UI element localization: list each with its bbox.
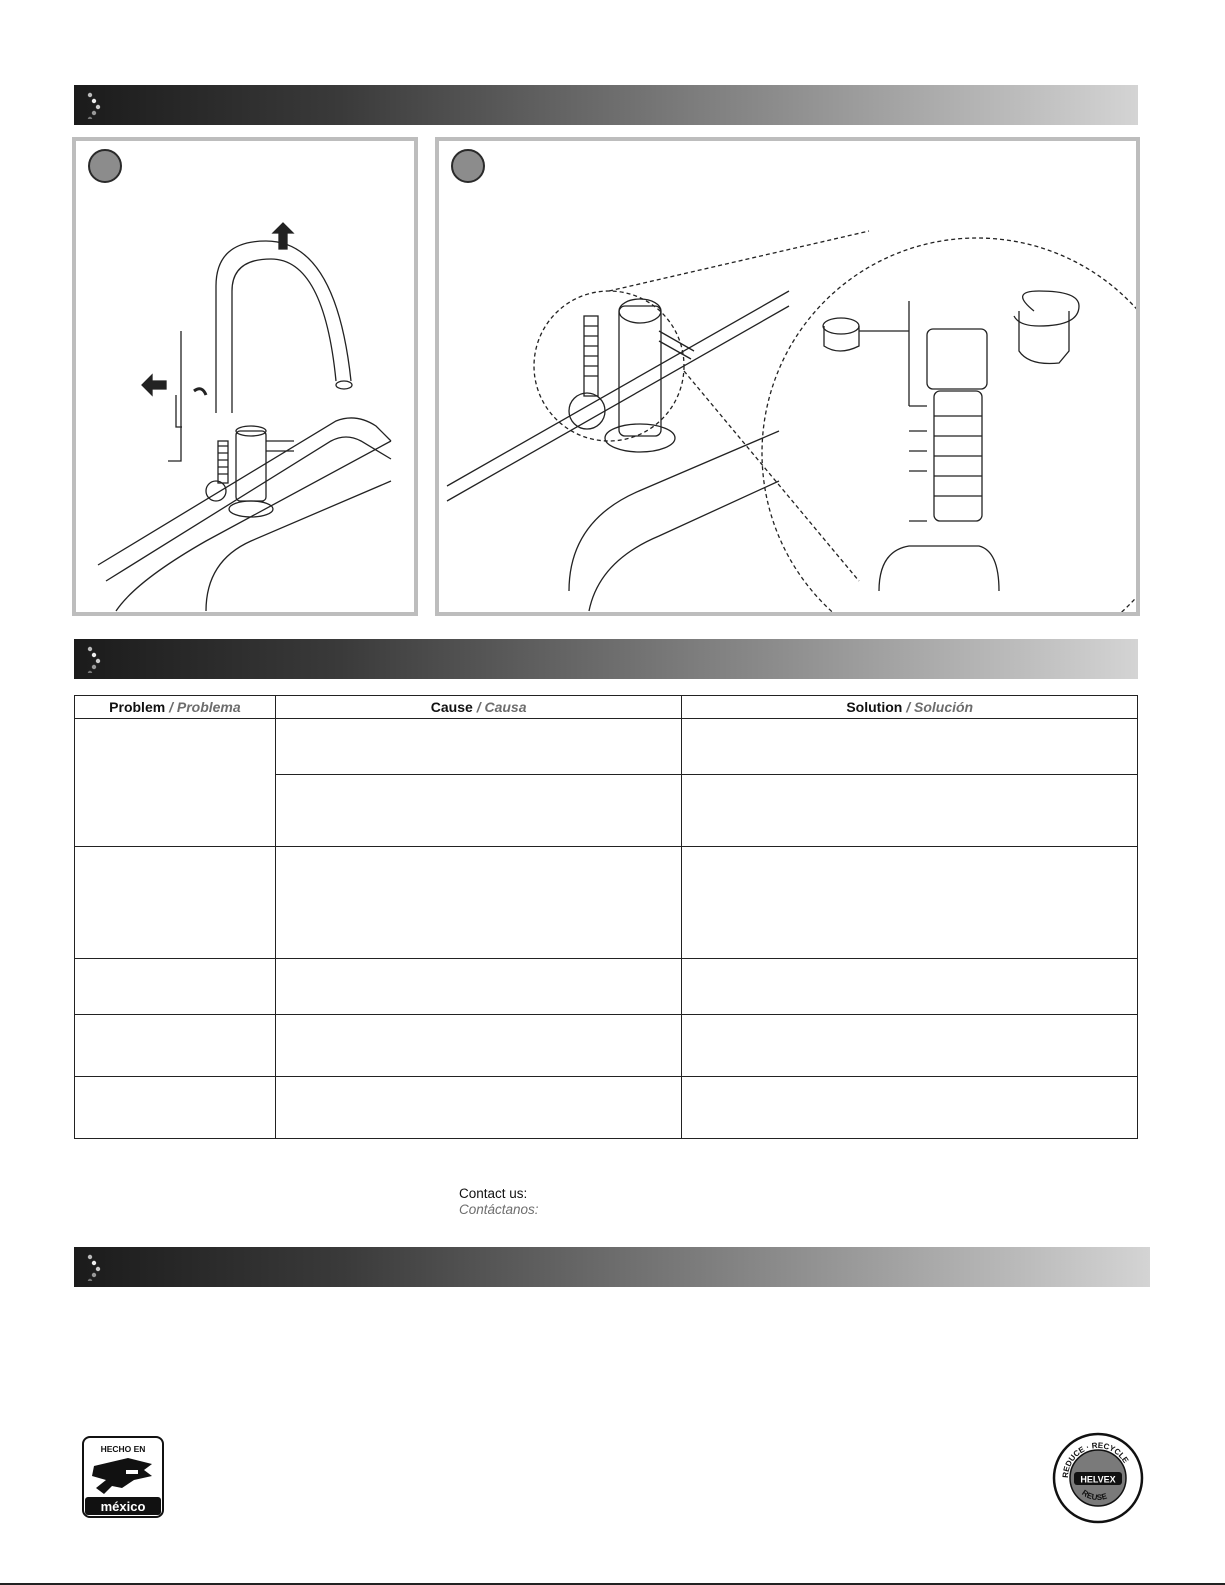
svg-text:HELVEX: HELVEX: [1080, 1474, 1116, 1485]
made-in-mexico-logo: [82, 1436, 164, 1523]
recycle-seal-icon: [1052, 1432, 1144, 1524]
table-row: [75, 959, 1138, 1015]
contact-label-es: Contáctanos:: [459, 1202, 539, 1217]
table-cell: [682, 959, 1138, 1015]
table-cell: [75, 719, 276, 847]
step-2-panel: [435, 137, 1140, 616]
svg-text:REDUCE · RECYCLE: REDUCE · RECYCLE: [1060, 1440, 1131, 1479]
table-cell: [75, 959, 276, 1015]
table-cell: [682, 775, 1138, 847]
svg-text:REUSE: REUSE: [1080, 1488, 1109, 1503]
table-cell: [275, 719, 682, 775]
table-cell: [275, 775, 682, 847]
contact-label: Contact us:: [459, 1186, 528, 1201]
svg-text:HECHO EN: HECHO EN: [100, 1444, 146, 1454]
troubleshooting-table: [74, 695, 1138, 1139]
cartridge-detail-illustration: [439, 141, 1136, 612]
step-marker-icon: [88, 149, 122, 183]
table-row: [75, 719, 1138, 775]
section-bullet-icon: [84, 1253, 104, 1281]
table-cell: [275, 959, 682, 1015]
table-cell: [682, 1015, 1138, 1077]
table-cell: [682, 1077, 1138, 1139]
table-cell: [682, 719, 1138, 775]
table-cell: [275, 1077, 682, 1139]
table-cell: [682, 847, 1138, 959]
step-1-panel: [72, 137, 418, 616]
table-cell: [275, 847, 682, 959]
table-cell: [75, 1015, 276, 1077]
table-cell: [75, 847, 276, 959]
section-header-band-3: [74, 1247, 1150, 1287]
table-row: [75, 1077, 1138, 1139]
svg-text:méxico: méxico: [100, 1499, 146, 1514]
header-solution: Solution / Solución: [682, 696, 1138, 719]
section-header-band-1: [74, 85, 1138, 125]
eagle-logo-icon: [82, 1436, 164, 1518]
section-header-band-2: [74, 639, 1138, 679]
header-problem: Problem / Problema: [75, 696, 276, 719]
table-row: [75, 847, 1138, 959]
header-cause: Cause / Causa: [275, 696, 682, 719]
faucet-illustration: [76, 141, 414, 612]
helvex-recycle-seal: [1052, 1432, 1144, 1529]
table-cell: [275, 1015, 682, 1077]
table-header-row: [75, 696, 1138, 719]
table-cell: [75, 1077, 276, 1139]
table-row: [75, 1015, 1138, 1077]
step-marker-icon: [451, 149, 485, 183]
section-bullet-icon: [84, 645, 104, 673]
contact-block: [459, 1186, 539, 1218]
section-bullet-icon: [84, 91, 104, 119]
